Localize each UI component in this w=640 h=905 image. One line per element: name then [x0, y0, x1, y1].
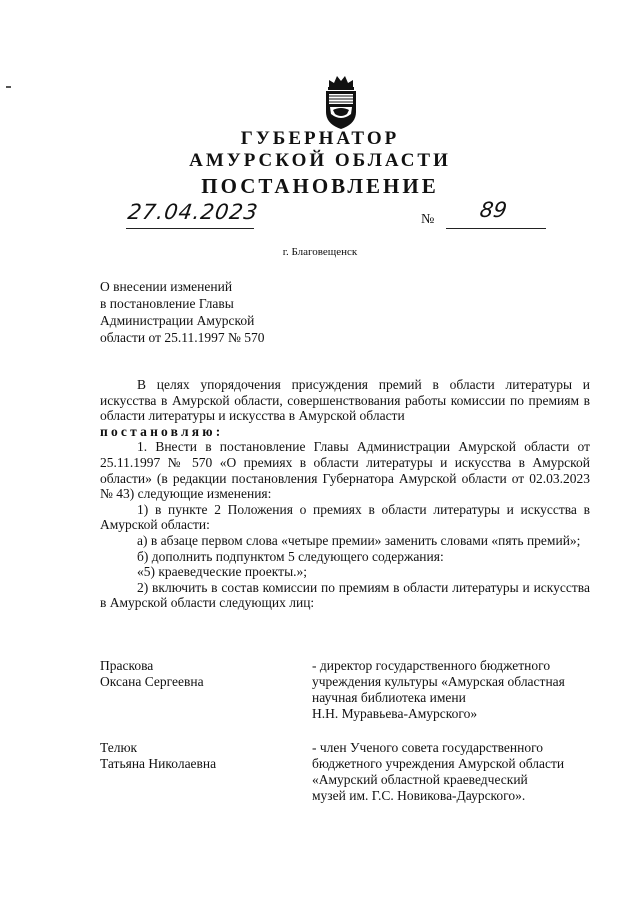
- document-number: 89: [478, 198, 509, 222]
- item-1-2: 2) включить в состав комиссии по премиям в области литературы и искусства в Амурской области следующих лиц:: [100, 579, 590, 611]
- item-1-1: 1) в пункте 2 Положения о премиях в области литературы и искусства в Амурской области:: [100, 501, 590, 533]
- member-desc-line: «Амурский областной краеведческий: [312, 772, 528, 787]
- document-date: 27.04.2023: [126, 200, 260, 224]
- item-1-1-b: б) дополнить подпунктом 5 следующего содержания:: [137, 548, 444, 564]
- item-1-1-a: а) в абзаце первом слова «четыре премии» заменить словами «пять премий»;: [137, 532, 581, 548]
- member-surname: Телюк: [100, 740, 138, 755]
- number-underline: [446, 228, 546, 229]
- member-name: [100, 740, 300, 772]
- document-body: [100, 377, 590, 611]
- member-description: [312, 658, 602, 722]
- member-desc-line: научная библиотека имени: [312, 690, 466, 705]
- item-1-1-b-text: «5) краеведческие проекты.»;: [137, 564, 308, 580]
- member-desc-line: Н.Н. Муравьева-Амурского»: [312, 706, 478, 721]
- subject-line: Администрации Амурской: [100, 313, 255, 328]
- member-desc-line: учреждения культуры «Амурская областная: [312, 674, 565, 689]
- member-description: [312, 740, 602, 804]
- subject-line: О внесении изменений: [100, 279, 233, 294]
- member-desc-line: бюджетного учреждения Амурской области: [312, 756, 565, 771]
- decree-word: постановляю:: [100, 423, 224, 439]
- number-label: №: [421, 212, 435, 227]
- member-desc-line: - член Ученого совета государственного: [312, 740, 544, 755]
- header-governor: ГУБЕРНАТОР: [240, 128, 400, 149]
- subject-line: области от 25.11.1997 № 570: [100, 330, 265, 345]
- member-name: [100, 658, 300, 690]
- document-subject: [100, 278, 300, 346]
- member-desc-line: музей им. Г.С. Новикова-Даурского».: [312, 788, 526, 803]
- city: г. Благовещенск: [282, 246, 358, 258]
- member-surname: Праскова: [100, 658, 154, 673]
- date-underline: [126, 228, 254, 229]
- member-desc-line: - директор государственного бюджетного: [312, 658, 551, 673]
- item-1: 1. Внести в постановление Главы Администрации Амурской области от 25.11.1997 № 570 «О премиях в области литературы и искусства в Амурской области» (в редакции постановления Губернатора Амурской области от 02.03.2023 № 43) следующие изменения:: [100, 439, 590, 502]
- intro-paragraph: В целях упорядочения присуждения премий в области литературы и искусства в Амурской области, совершенствования работы комиссии по премиям в области литературы и искусства в Амурской области: [100, 377, 590, 424]
- member-given-name: Оксана Сергеевна: [100, 674, 204, 689]
- subject-line: в постановление Главы: [100, 296, 234, 311]
- document-title: ПОСТАНОВЛЕНИЕ: [201, 174, 439, 198]
- header-region: АМУРСКОЙ ОБЛАСТИ: [189, 150, 451, 171]
- member-given-name: Татьяна Николаевна: [100, 756, 217, 771]
- coat-of-arms-emblem: [321, 74, 361, 130]
- scan-mark: [6, 86, 11, 88]
